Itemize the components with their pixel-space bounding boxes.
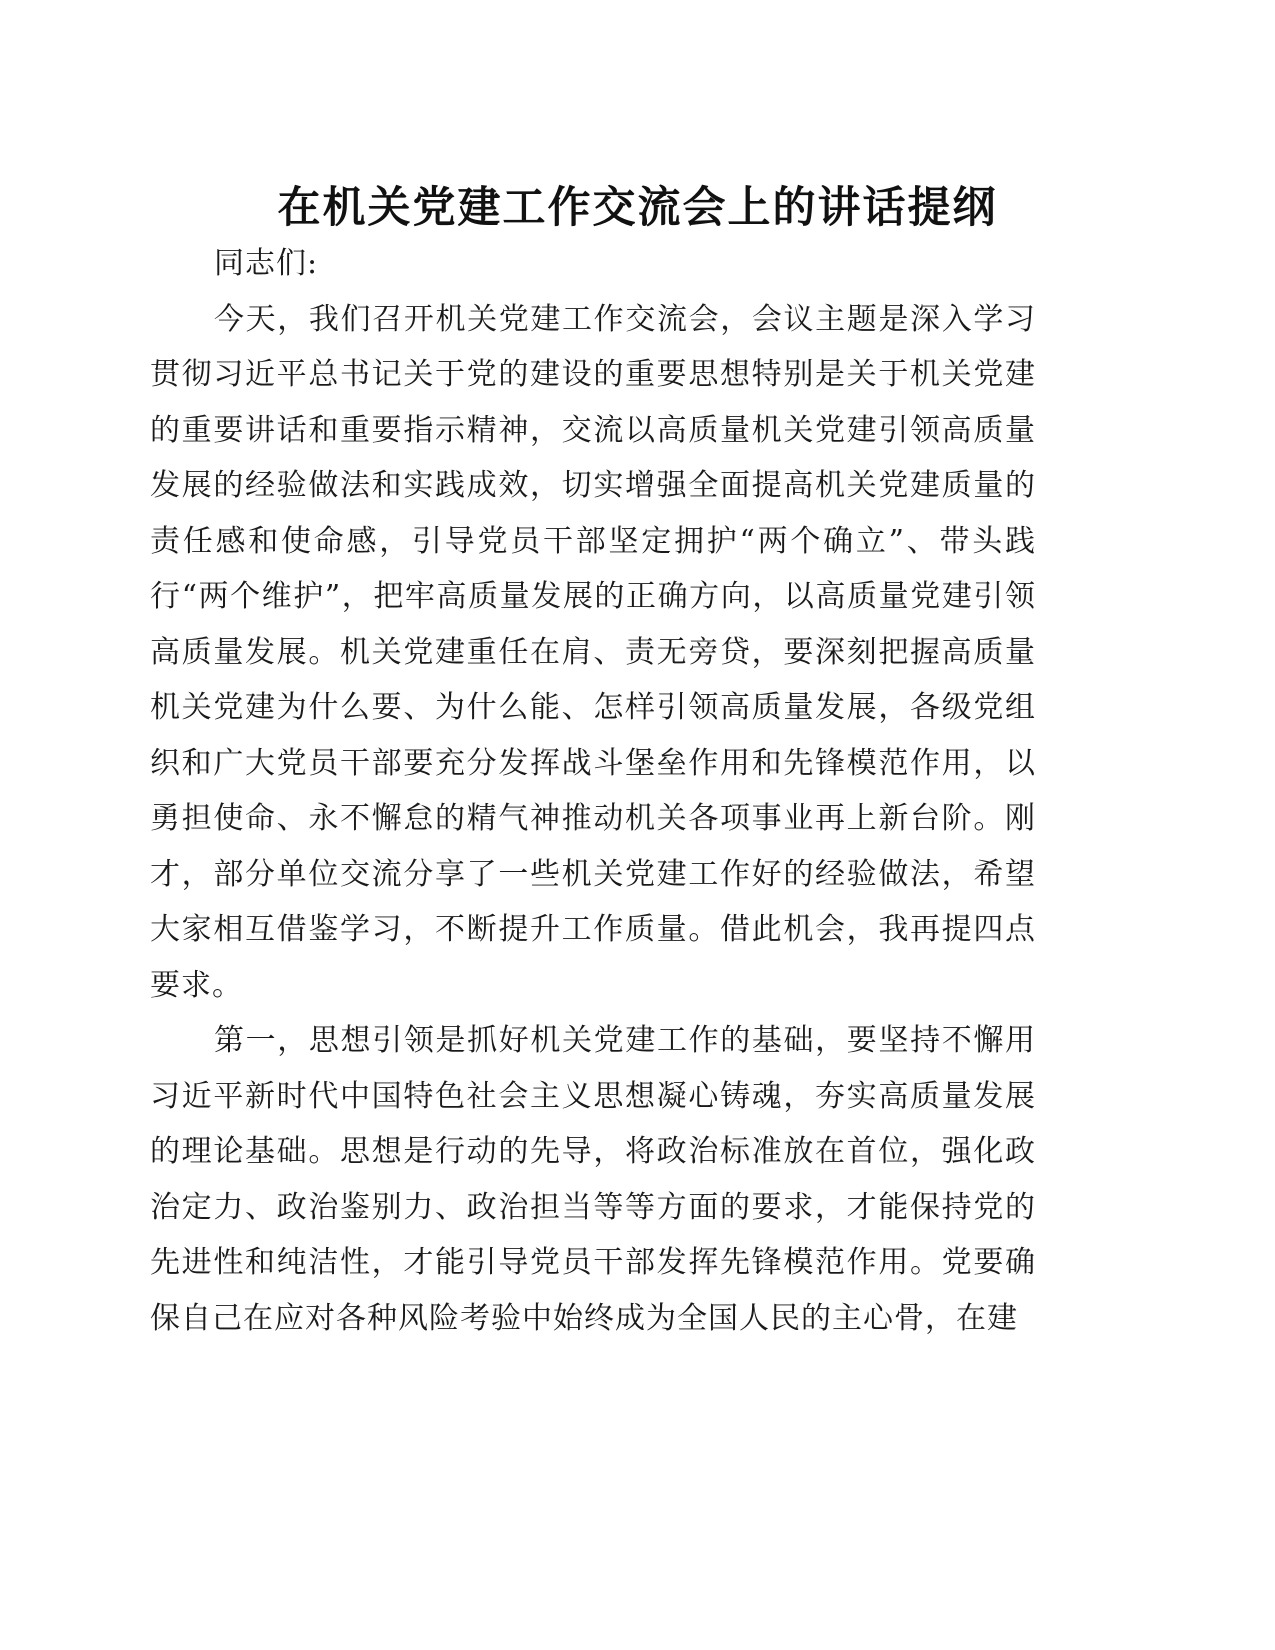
document-body: [150, 236, 1036, 1346]
paragraph-opening: 今天，我们召开机关党建工作交流会，会议主题是深入学习贯彻习近平总书记关于党的建设的重要思想特别是关于机关党建的重要讲话和重要指示精神，交流以高质量机关党建引领高质量发展的经验做法和实践成效，切实增强全面提高机关党建质量的责任感和使命感，引导党员干部坚定拥护“两个确立”、带头践行“两个维护”，把牢高质量发展的正确方向，以高质量党建引领高质量发展。机关党建重任在肩、责无旁贷，要深刻把握高质量机关党建为什么要、为什么能、怎样引领高质量发展，各级党组织和广大党员干部要充分发挥战斗堡垒作用和先锋模范作用，以勇担使命、永不懈怠的精气神推动机关各项事业再上新台阶。刚才，部分单位交流分享了一些机关党建工作好的经验做法，希望大家相互借鉴学习，不断提升工作质量。借此机会，我再提四点要求。: [150, 301, 1036, 1003]
document-title: 在机关党建工作交流会上的讲话提纲: [277, 183, 998, 233]
paragraph-point-one: 第一，思想引领是抓好机关党建工作的基础，要坚持不懈用习近平新时代中国特色社会主义思想凝心铸魂，夯实高质量发展的理论基础。思想是行动的先导，将政治标准放在首位，强化政治定力、政治鉴别力、政治担当等等方面的要求，才能保持党的先进性和纯洁性，才能引导党员干部发挥先锋模范作用。党要确保自己在应对各种风险考验中始终成为全国人民的主心骨，在建: [150, 1023, 1036, 1336]
salutation: 同志们:: [214, 246, 319, 281]
